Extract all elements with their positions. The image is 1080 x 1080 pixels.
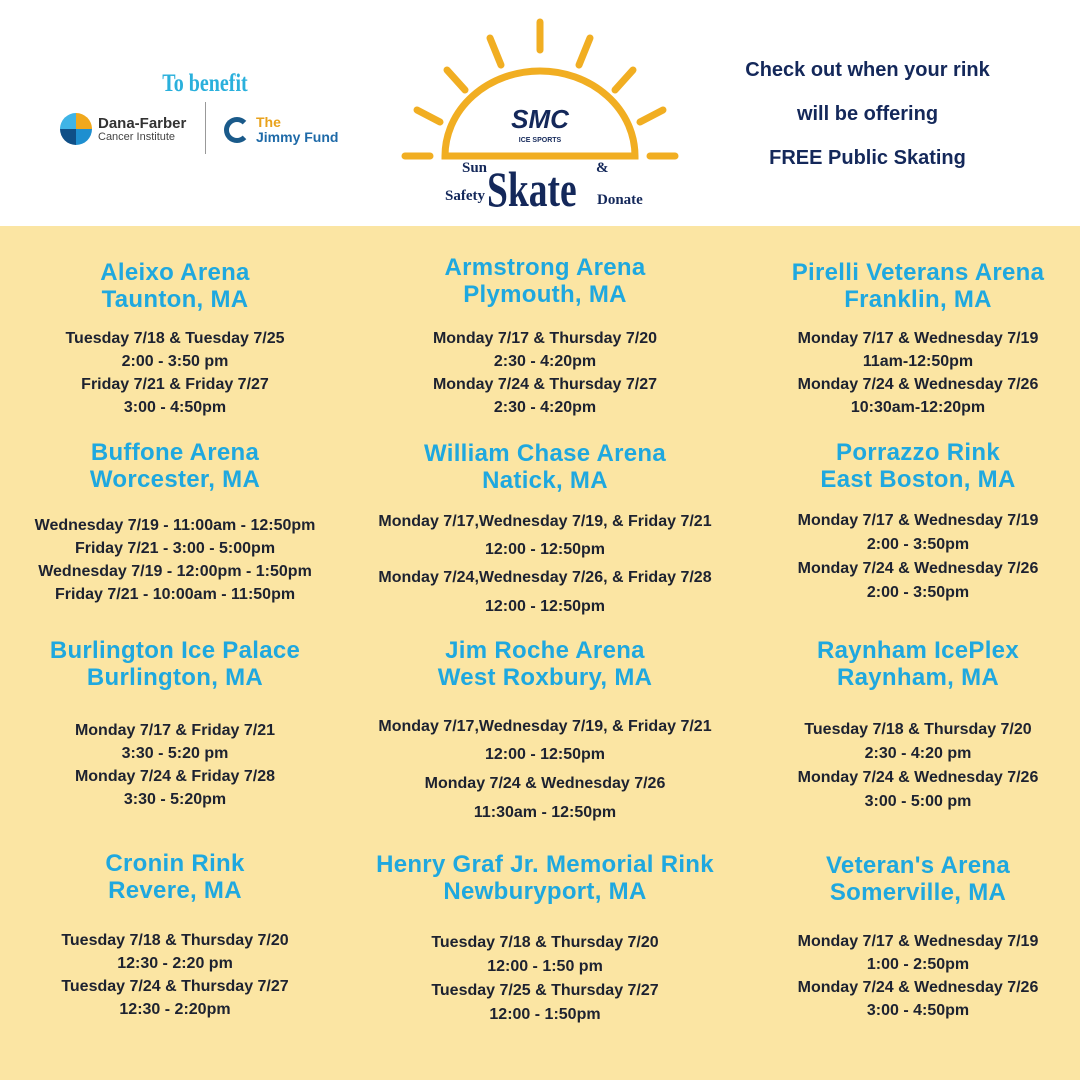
- rink-title: [738, 439, 1080, 493]
- schedule-line: 11:30am - 12:50pm: [473, 803, 617, 821]
- ice-sports-label: ICE SPORTS: [518, 137, 562, 144]
- rink-city: Franklin, MA: [844, 286, 992, 313]
- promo-line: Check out when your rink: [745, 59, 990, 81]
- rink-schedule: [365, 713, 725, 828]
- rink-schedule: [0, 929, 355, 1021]
- rink-schedule: [0, 327, 355, 419]
- logo-divider: [205, 102, 206, 154]
- schedule-line: 2:00 - 3:50pm: [866, 536, 970, 553]
- schedule-line: Wednesday 7/19 - 12:00pm - 1:50pm: [38, 562, 312, 580]
- jimmy-fund-icon: [224, 117, 250, 143]
- rink-title: [365, 851, 725, 905]
- rink-city: West Roxbury, MA: [437, 664, 653, 691]
- schedule-line: 3:00 - 4:50pm: [866, 1001, 970, 1019]
- rink-city: Newburyport, MA: [443, 878, 647, 905]
- schedule-line: 3:30 - 5:20pm: [123, 790, 227, 808]
- rink-title: [365, 254, 725, 308]
- logo-safety: Safety: [445, 188, 485, 204]
- schedule-line: Tuesday 7/24 & Thursday 7/27: [61, 977, 289, 995]
- logo-ampersand: &: [596, 160, 609, 176]
- schedule-line: Friday 7/21 - 10:00am - 11:50pm: [54, 585, 296, 603]
- rink-city: Taunton, MA: [101, 286, 249, 313]
- schedule-line: Tuesday 7/18 & Thursday 7/20: [431, 934, 659, 951]
- rink-title: [0, 439, 355, 493]
- logo-sun: Sun: [462, 160, 488, 176]
- rink-schedule: [365, 931, 725, 1027]
- rink-name: Veteran's Arena: [825, 852, 1011, 879]
- rink-name: Armstrong Arena: [444, 254, 646, 281]
- schedule-line: 3:00 - 5:00 pm: [864, 793, 972, 810]
- schedule-line: Monday 7/17,Wednesday 7/19, & Friday 7/21: [378, 717, 712, 735]
- dana-farber-logo: [60, 113, 186, 145]
- rink-name: Burlington Ice Palace: [49, 637, 301, 664]
- rink-name: William Chase Arena: [423, 440, 666, 467]
- schedule-line: 11am-12:50pm: [862, 352, 974, 370]
- jimmy-fund-logo: [224, 115, 338, 145]
- rink-name: Pirelli Veterans Arena: [791, 259, 1045, 286]
- schedule-line: 12:30 - 2:20 pm: [117, 954, 233, 972]
- schedule-line: Monday 7/24 & Wednesday 7/26: [424, 775, 666, 793]
- to-benefit-label: To benefit: [162, 70, 248, 97]
- schedule-line: 12:00 - 12:50pm: [484, 541, 606, 559]
- schedule-line: Friday 7/21 - 3:00 - 5:00pm: [74, 539, 276, 557]
- rink-title: [0, 637, 355, 691]
- schedule-line: 12:00 - 1:50pm: [489, 1006, 601, 1023]
- schedule-line: 2:00 - 3:50 pm: [121, 352, 229, 370]
- rink-city: Worcester, MA: [89, 466, 261, 493]
- rink-title: [0, 850, 355, 904]
- schedule-line: 12:00 - 12:50pm: [484, 597, 606, 615]
- logo-skate: Skate: [487, 161, 577, 217]
- schedule-line: Tuesday 7/18 & Tuesday 7/25: [65, 329, 285, 347]
- rink-name: Cronin Rink: [105, 850, 245, 877]
- schedule-line: 3:00 - 4:50pm: [123, 398, 227, 416]
- rink-name: Henry Graf Jr. Memorial Rink: [376, 851, 714, 878]
- schedule-line: Tuesday 7/18 & Thursday 7/20: [804, 721, 1032, 738]
- schedule-line: 2:30 - 4:20 pm: [864, 745, 972, 762]
- rink-title: [0, 259, 355, 313]
- rink-city: Somerville, MA: [829, 879, 1007, 906]
- rink-city: Raynham, MA: [837, 664, 999, 691]
- rink-schedule: [738, 327, 1080, 419]
- schedule-line: 2:30 - 4:20pm: [493, 352, 597, 370]
- rink-title: [738, 852, 1080, 906]
- header: [0, 0, 1080, 226]
- schedule-line: Monday 7/24,Wednesday 7/26, & Friday 7/28: [378, 569, 712, 587]
- rink-title: [738, 259, 1080, 313]
- schedule-line: Monday 7/24 & Friday 7/28: [74, 767, 276, 785]
- rink-name: Jim Roche Arena: [445, 637, 645, 664]
- schedule-line: Monday 7/24 & Wednesday 7/26: [797, 769, 1039, 786]
- schedule-line: Monday 7/17 & Friday 7/21: [74, 721, 276, 739]
- schedule-line: Tuesday 7/18 & Thursday 7/20: [61, 931, 289, 949]
- schedule-line: Monday 7/17 & Wednesday 7/19: [797, 512, 1039, 529]
- rink-schedule: [0, 719, 355, 811]
- rink-schedule: [738, 509, 1080, 605]
- schedule-line: 1:00 - 2:50pm: [866, 955, 970, 973]
- schedule-line: Monday 7/24 & Wednesday 7/26: [797, 978, 1039, 996]
- schedule-line: 2:00 - 3:50pm: [866, 584, 970, 601]
- schedule-line: Wednesday 7/19 - 11:00am - 12:50pm: [34, 516, 316, 534]
- dana-farber-icon: [60, 113, 92, 145]
- schedule-line: 12:00 - 12:50pm: [484, 746, 606, 764]
- logo-donate: Donate: [597, 192, 643, 208]
- rink-name: Buffone Arena: [90, 439, 260, 466]
- rink-schedule: [738, 718, 1080, 814]
- schedule-line: 12:00 - 1:50 pm: [487, 958, 603, 975]
- rink-title: [365, 637, 725, 691]
- rink-schedule: [0, 514, 355, 606]
- rink-city: Burlington, MA: [86, 664, 264, 691]
- schedule-line: Monday 7/24 & Wednesday 7/26: [797, 375, 1039, 393]
- rink-city: Natick, MA: [482, 467, 608, 494]
- schedule-line: Monday 7/24 & Wednesday 7/26: [797, 560, 1039, 577]
- jimmy-fund-the: The: [256, 114, 281, 130]
- sun-rays-icon: [405, 22, 675, 156]
- schedule-line: Tuesday 7/25 & Thursday 7/27: [431, 982, 659, 999]
- schedule-line: Monday 7/17,Wednesday 7/19, & Friday 7/21: [378, 512, 712, 530]
- schedule-line: Monday 7/24 & Thursday 7/27: [432, 375, 658, 393]
- rink-city: Plymouth, MA: [463, 281, 627, 308]
- schedule-line: Monday 7/17 & Wednesday 7/19: [797, 329, 1039, 347]
- dana-farber-name: Dana-Farber: [98, 114, 187, 132]
- schedule-line: Monday 7/17 & Wednesday 7/19: [797, 932, 1039, 950]
- rink-schedule: [365, 508, 725, 621]
- jimmy-fund-name: Jimmy Fund: [256, 129, 339, 145]
- rink-schedule: [738, 930, 1080, 1022]
- schedule-line: 12:30 - 2:20pm: [119, 1000, 231, 1018]
- rink-city: Revere, MA: [108, 877, 242, 904]
- dana-farber-sub: Cancer Institute: [98, 130, 176, 143]
- rink-name: Raynham IcePlex: [817, 637, 1019, 664]
- promo-line: will be offering: [796, 103, 939, 125]
- rink-name: Aleixo Arena: [100, 259, 250, 286]
- schedule-line: Friday 7/21 & Friday 7/27: [81, 375, 269, 393]
- promo-text: [700, 48, 1035, 180]
- rink-city: East Boston, MA: [820, 466, 1016, 493]
- promo-line: FREE Public Skating: [769, 147, 966, 169]
- rink-schedule: [365, 327, 725, 419]
- rink-title: [365, 440, 725, 494]
- schedule-line: Monday 7/17 & Thursday 7/20: [432, 329, 658, 347]
- schedule-line: 10:30am-12:20pm: [850, 398, 986, 416]
- smc-brand: SMC: [511, 104, 569, 134]
- schedule-line: 2:30 - 4:20pm: [493, 398, 597, 416]
- rink-title: [738, 637, 1080, 691]
- rink-name: Porrazzo Rink: [836, 439, 1000, 466]
- schedule-line: 3:30 - 5:20 pm: [121, 744, 229, 762]
